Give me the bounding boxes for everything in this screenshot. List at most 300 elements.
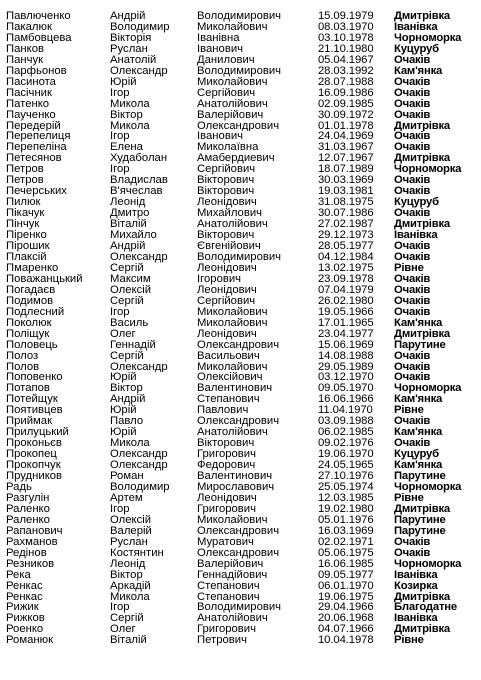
first-name-cell: Артем: [110, 492, 143, 504]
settlement-cell: Чорноморка: [394, 383, 462, 395]
table-row: [0, 110, 478, 121]
first-name-cell: Микола: [110, 591, 150, 603]
first-name-cell: Ігор: [110, 87, 130, 99]
birth-date-cell: 14.08.1988: [318, 350, 374, 362]
last-name-cell: Поколюк: [6, 317, 52, 329]
patronymic-cell: Анатолійович: [197, 219, 268, 231]
last-name-cell: Прилуцький: [6, 427, 69, 439]
settlement-cell: Кам'янка: [394, 394, 443, 406]
first-name-cell: Дмитро: [110, 208, 150, 220]
last-name-cell: Река: [6, 569, 31, 581]
table-row: [0, 493, 478, 504]
birth-date-cell: 29.04.1966: [318, 602, 374, 614]
last-name-cell: Пінчук: [6, 219, 40, 231]
birth-date-cell: 06.02.1985: [318, 427, 374, 439]
first-name-cell: Микола: [110, 120, 150, 132]
birth-date-cell: 06.01.1970: [318, 580, 374, 592]
birth-date-cell: 04.07.1966: [318, 624, 374, 636]
patronymic-cell: Данилович: [197, 54, 255, 66]
last-name-cell: Ренкас: [6, 591, 43, 603]
settlement-cell: Очаків: [394, 208, 431, 220]
last-name-cell: Пмаренко: [6, 262, 59, 274]
birth-date-cell: 03.12.1970: [318, 372, 374, 384]
patronymic-cell: Валерійович: [197, 558, 264, 570]
table-row: [0, 88, 478, 99]
patronymic-cell: Миколаївна: [197, 142, 259, 154]
patronymic-cell: Петрович: [197, 635, 247, 647]
table-row: [0, 372, 478, 383]
last-name-cell: Поповенко: [6, 372, 63, 384]
patronymic-cell: Васильович: [197, 350, 260, 362]
first-name-cell: Ігор: [110, 602, 130, 614]
last-name-cell: Панков: [6, 43, 44, 55]
birth-date-cell: 31.08.1975: [318, 197, 374, 209]
last-name-cell: Прокопец: [6, 449, 57, 461]
roster-body: [0, 11, 478, 646]
birth-date-cell: 15.06.1969: [318, 339, 374, 351]
settlement-cell: Дмитрівка: [394, 328, 451, 340]
patronymic-cell: Олександрович: [197, 339, 280, 351]
last-name-cell: Рахманов: [6, 536, 58, 548]
table-row: [0, 351, 478, 362]
patronymic-cell: Анатолійович: [197, 98, 268, 110]
patronymic-cell: Миколайович: [197, 76, 268, 88]
first-name-cell: Андрій: [110, 394, 146, 406]
patronymic-cell: Мирославович: [197, 481, 275, 493]
table-row: [0, 449, 478, 460]
first-name-cell: Олександр: [110, 65, 168, 77]
patronymic-cell: Сергійович: [197, 87, 256, 99]
settlement-cell: Очаків: [394, 536, 431, 548]
birth-date-cell: 28.07.1988: [318, 76, 374, 88]
patronymic-cell: Степанович: [197, 394, 260, 406]
birth-date-cell: 16.09.1986: [318, 87, 374, 99]
birth-date-cell: 27.10.1976: [318, 471, 374, 482]
last-name-cell: Павлюченко: [6, 11, 71, 22]
last-name-cell: Романюк: [6, 635, 54, 647]
first-name-cell: Олексій: [110, 514, 152, 526]
settlement-cell: Чорноморка: [394, 32, 462, 44]
table-row: [0, 537, 478, 548]
settlement-cell: Очаків: [394, 87, 431, 99]
birth-date-cell: 19.02.1980: [318, 503, 374, 515]
birth-date-cell: 31.03.1967: [318, 142, 374, 154]
birth-date-cell: 09.05.1977: [318, 569, 374, 581]
first-name-cell: Худаболан: [110, 153, 168, 165]
first-name-cell: Сергій: [110, 350, 144, 362]
last-name-cell: Подлесний: [6, 306, 65, 318]
first-name-cell: Віктор: [110, 383, 143, 395]
patronymic-cell: Миколайович: [197, 317, 268, 329]
birth-date-cell: 15.09.1979: [318, 11, 374, 22]
birth-date-cell: 03.10.1978: [318, 32, 374, 44]
patronymic-cell: Вікторович: [197, 438, 255, 450]
table-row: [0, 438, 478, 449]
first-name-cell: Олексій: [110, 284, 152, 296]
first-name-cell: Геннадій: [110, 339, 156, 351]
birth-date-cell: 05.04.1967: [318, 54, 374, 66]
settlement-cell: Очаків: [394, 306, 431, 318]
birth-date-cell: 19.03.1981: [318, 186, 374, 198]
patronymic-cell: Олександрович: [197, 547, 280, 559]
table-row: [0, 175, 478, 186]
patronymic-cell: Григорович: [197, 503, 256, 515]
table-row: [0, 142, 478, 153]
settlement-cell: Дмитрівка: [394, 11, 451, 22]
last-name-cell: Поятивцев: [6, 405, 63, 417]
settlement-cell: Очаків: [394, 109, 431, 121]
first-name-cell: Віктор: [110, 569, 143, 581]
patronymic-cell: Муратович: [197, 536, 254, 548]
first-name-cell: Юрій: [110, 427, 137, 439]
birth-date-cell: 29.05.1989: [318, 361, 374, 373]
table-row: [0, 77, 478, 88]
birth-date-cell: 20.06.1968: [318, 613, 374, 625]
patronymic-cell: Миколайович: [197, 306, 268, 318]
birth-date-cell: 13.02.1975: [318, 262, 374, 274]
patronymic-cell: Іванович: [197, 131, 244, 143]
table-row: [0, 44, 478, 55]
table-row: [0, 340, 478, 351]
first-name-cell: Олег: [110, 624, 136, 636]
settlement-cell: Рівне: [394, 635, 424, 647]
settlement-cell: Козирка: [394, 580, 438, 592]
settlement-cell: Очаків: [394, 295, 431, 307]
patronymic-cell: Іванович: [197, 43, 244, 55]
last-name-cell: Прудников: [6, 471, 63, 482]
settlement-cell: Очаків: [394, 416, 431, 428]
table-row: [0, 635, 478, 646]
settlement-cell: Парутине: [394, 339, 446, 351]
first-name-cell: Павло: [110, 416, 144, 428]
patronymic-cell: Амабердиевич: [197, 153, 275, 165]
table-row: [0, 482, 478, 493]
patronymic-cell: Анатолійович: [197, 613, 268, 625]
first-name-cell: Вікторія: [110, 32, 152, 44]
table-row: [0, 11, 478, 22]
settlement-cell: Чорноморка: [394, 164, 462, 176]
settlement-cell: Дмитрівка: [394, 503, 451, 515]
birth-date-cell: 10.04.1978: [318, 635, 374, 647]
first-name-cell: Роман: [110, 471, 144, 482]
table-row: [0, 581, 478, 592]
first-name-cell: Володимир: [110, 21, 170, 33]
birth-date-cell: 09.02.1976: [318, 438, 374, 450]
birth-date-cell: 05.06.1975: [318, 547, 374, 559]
settlement-cell: Благодатне: [394, 602, 457, 614]
table-row: [0, 471, 478, 482]
last-name-cell: Приймак: [6, 416, 53, 428]
settlement-cell: Парутине: [394, 525, 446, 537]
table-row: [0, 230, 478, 241]
birth-date-cell: 26.02.1980: [318, 295, 374, 307]
last-name-cell: Панчук: [6, 54, 44, 66]
last-name-cell: Подимов: [6, 295, 54, 307]
first-name-cell: Юрій: [110, 76, 137, 88]
first-name-cell: Андрій: [110, 11, 146, 22]
table-row: [0, 197, 478, 208]
table-row: [0, 55, 478, 66]
first-name-cell: Руслан: [110, 43, 148, 55]
settlement-cell: Очаків: [394, 251, 431, 263]
patronymic-cell: Вікторович: [197, 230, 255, 242]
birth-date-cell: 21.10.1980: [318, 43, 374, 55]
patronymic-cell: Михайлович: [197, 208, 263, 220]
table-row: [0, 241, 478, 252]
settlement-cell: Дмитрівка: [394, 624, 451, 636]
birth-date-cell: 19.05.1966: [318, 306, 374, 318]
first-name-cell: Елена: [110, 142, 143, 154]
last-name-cell: Роенко: [6, 624, 44, 636]
last-name-cell: Разгулін: [6, 492, 50, 504]
table-row: [0, 515, 478, 526]
patronymic-cell: Валентинович: [197, 383, 273, 395]
last-name-cell: Печерських: [6, 186, 67, 198]
first-name-cell: Юрій: [110, 405, 137, 417]
patronymic-cell: Сергійович: [197, 295, 256, 307]
first-name-cell: Костянтин: [110, 547, 164, 559]
settlement-cell: Рівне: [394, 262, 424, 274]
settlement-cell: Іванівка: [394, 569, 438, 581]
last-name-cell: Паученко: [6, 109, 56, 121]
patronymic-cell: Олександрович: [197, 416, 280, 428]
settlement-cell: Рівне: [394, 492, 424, 504]
table-row: [0, 22, 478, 33]
first-name-cell: Аркадій: [110, 580, 151, 592]
birth-date-cell: 03.09.1988: [318, 416, 374, 428]
first-name-cell: Ігор: [110, 306, 130, 318]
first-name-cell: Леонід: [110, 558, 146, 570]
settlement-cell: Чорноморка: [394, 481, 462, 493]
first-name-cell: Микола: [110, 98, 150, 110]
first-name-cell: Володимир: [110, 481, 170, 493]
settlement-cell: Кам'янка: [394, 65, 443, 77]
patronymic-cell: Ігорович: [197, 273, 242, 285]
settlement-cell: Іванівка: [394, 613, 438, 625]
first-name-cell: Валерій: [110, 525, 152, 537]
table-row: [0, 274, 478, 285]
settlement-cell: Очаків: [394, 438, 431, 450]
patronymic-cell: Володимирович: [197, 602, 282, 614]
table-row: [0, 99, 478, 110]
settlement-cell: Очаків: [394, 186, 431, 198]
birth-date-cell: 29.12.1973: [318, 230, 374, 242]
settlement-cell: Дмитрівка: [394, 120, 451, 132]
first-name-cell: Ігор: [110, 164, 130, 176]
birth-date-cell: 18.07.1989: [318, 164, 374, 176]
settlement-cell: Кам'янка: [394, 460, 443, 472]
patronymic-cell: Володимирович: [197, 11, 282, 22]
settlement-cell: Очаків: [394, 350, 431, 362]
table-row: [0, 131, 478, 142]
settlement-cell: Очаків: [394, 142, 431, 154]
birth-date-cell: 17.01.1965: [318, 317, 374, 329]
settlement-cell: Очаків: [394, 361, 431, 373]
table-row: [0, 285, 478, 296]
last-name-cell: Полов: [6, 361, 40, 373]
table-row: [0, 296, 478, 307]
last-name-cell: Пірошик: [6, 241, 50, 252]
patronymic-cell: Степанович: [197, 580, 260, 592]
first-name-cell: Василь: [110, 317, 149, 329]
patronymic-cell: Миколайович: [197, 361, 268, 373]
first-name-cell: Олександр: [110, 460, 168, 472]
table-row: [0, 624, 478, 635]
last-name-cell: Петров: [6, 175, 44, 187]
patronymic-cell: Миколайович: [197, 514, 268, 526]
first-name-cell: Руслан: [110, 536, 148, 548]
table-row: [0, 33, 478, 44]
settlement-cell: Очаків: [394, 284, 431, 296]
table-row: [0, 602, 478, 613]
patronymic-cell: Григорович: [197, 449, 256, 461]
birth-date-cell: 28.03.1992: [318, 65, 374, 77]
table-row: [0, 263, 478, 274]
patronymic-cell: Леонідович: [197, 328, 257, 340]
last-name-cell: Раленко: [6, 514, 50, 526]
birth-date-cell: 25.05.1974: [318, 481, 374, 493]
patronymic-cell: Олександрович: [197, 525, 280, 537]
birth-date-cell: 19.06.1970: [318, 449, 374, 461]
settlement-cell: Іванівка: [394, 21, 438, 33]
last-name-cell: Памбовцева: [6, 32, 72, 44]
settlement-cell: Куцуруб: [394, 43, 439, 55]
last-name-cell: Потапов: [6, 383, 50, 395]
patronymic-cell: Євгенійович: [197, 241, 261, 252]
last-name-cell: Пікачук: [6, 208, 45, 220]
patronymic-cell: Леонідович: [197, 284, 257, 296]
table-row: [0, 613, 478, 624]
last-name-cell: Рижик: [6, 602, 39, 614]
last-name-cell: Передерій: [6, 120, 61, 132]
last-name-cell: Пилюк: [6, 197, 41, 209]
last-name-cell: Парфьонов: [6, 65, 67, 77]
birth-date-cell: 30.07.1986: [318, 208, 374, 220]
table-row: [0, 504, 478, 515]
table-row: [0, 362, 478, 373]
birth-date-cell: 11.04.1970: [318, 405, 373, 417]
first-name-cell: В'ячеслав: [110, 186, 163, 198]
table-row: [0, 526, 478, 537]
table-row: [0, 219, 478, 230]
first-name-cell: Михайло: [110, 230, 157, 242]
last-name-cell: Пакалюк: [6, 21, 52, 33]
patronymic-cell: Анатолійович: [197, 427, 268, 439]
last-name-cell: Раленко: [6, 503, 50, 515]
last-name-cell: Плаксій: [6, 251, 47, 263]
last-name-cell: Потейщук: [6, 394, 58, 406]
patronymic-cell: Олексійович: [197, 372, 263, 384]
last-name-cell: Радь: [6, 481, 32, 493]
first-name-cell: Віктор: [110, 109, 143, 121]
settlement-cell: Парутине: [394, 514, 446, 526]
first-name-cell: Андрій: [110, 241, 146, 252]
first-name-cell: Леонід: [110, 197, 146, 209]
patronymic-cell: Миколайович: [197, 21, 268, 33]
first-name-cell: Олександр: [110, 449, 168, 461]
settlement-cell: Дмитрівка: [394, 591, 451, 603]
patronymic-cell: Павлович: [197, 405, 249, 417]
table-row: [0, 66, 478, 77]
birth-date-cell: 08.03.1970: [318, 21, 374, 33]
first-name-cell: Максим: [110, 273, 151, 285]
patronymic-cell: Володимирович: [197, 65, 282, 77]
settlement-cell: Іванівка: [394, 230, 438, 242]
table-row: [0, 329, 478, 340]
last-name-cell: Поліщук: [6, 328, 50, 340]
settlement-cell: Очаків: [394, 131, 431, 143]
patronymic-cell: Олександрович: [197, 120, 280, 132]
table-row: [0, 559, 478, 570]
last-name-cell: Перепеліна: [6, 142, 67, 154]
first-name-cell: Олександр: [110, 361, 168, 373]
last-name-cell: Пасічник: [6, 87, 52, 99]
settlement-cell: Очаків: [394, 76, 431, 88]
last-name-cell: Петесянов: [6, 153, 62, 165]
table-row: [0, 121, 478, 132]
birth-date-cell: 30.03.1969: [318, 175, 374, 187]
patronymic-cell: Вікторович: [197, 175, 255, 187]
last-name-cell: Пасинота: [6, 76, 56, 88]
table-row: [0, 307, 478, 318]
patronymic-cell: Вікторович: [197, 186, 255, 198]
table-row: [0, 592, 478, 603]
settlement-cell: Очаків: [394, 547, 431, 559]
patronymic-cell: Геннадійович: [197, 569, 268, 581]
settlement-cell: Дмитрівка: [394, 153, 451, 165]
last-name-cell: Полоз: [6, 350, 39, 362]
patronymic-cell: Іванівна: [197, 32, 240, 44]
last-name-cell: Прокопчук: [6, 460, 61, 472]
birth-date-cell: 23.09.1978: [318, 273, 374, 285]
birth-date-cell: 12.03.1985: [318, 492, 374, 504]
table-row: [0, 416, 478, 427]
settlement-cell: Очаків: [394, 175, 431, 187]
first-name-cell: Микола: [110, 438, 150, 450]
last-name-cell: Патенко: [6, 98, 50, 110]
birth-date-cell: 24.04.1969: [318, 131, 374, 143]
first-name-cell: Олександр: [110, 251, 168, 263]
first-name-cell: Анатолій: [110, 54, 157, 66]
table-row: [0, 153, 478, 164]
patronymic-cell: Федорович: [197, 460, 256, 472]
last-name-cell: Перепелиця: [6, 131, 71, 143]
settlement-cell: Очаків: [394, 241, 431, 252]
birth-date-cell: 16.03.1969: [318, 525, 374, 537]
first-name-cell: Сергій: [110, 262, 144, 274]
first-name-cell: Віталій: [110, 635, 147, 647]
birth-date-cell: 02.02.1971: [318, 536, 374, 548]
table-row: [0, 427, 478, 438]
last-name-cell: Поважанцький: [6, 273, 83, 285]
table-row: [0, 383, 478, 394]
birth-date-cell: 05.01.1976: [318, 514, 374, 526]
birth-date-cell: 24.05.1965: [318, 460, 374, 472]
settlement-cell: Очаків: [394, 372, 431, 384]
settlement-cell: Очаків: [394, 273, 431, 285]
birth-date-cell: 16.06.1966: [318, 394, 374, 406]
settlement-cell: Чорноморка: [394, 558, 462, 570]
birth-date-cell: 19.06.1975: [318, 591, 374, 603]
patronymic-cell: Леонідович: [197, 197, 257, 209]
birth-date-cell: 28.05.1977: [318, 241, 374, 252]
last-name-cell: Піренко: [6, 230, 47, 242]
table-row: [0, 394, 478, 405]
first-name-cell: Віталій: [110, 219, 147, 231]
patronymic-cell: Валентинович: [197, 471, 273, 482]
last-name-cell: Рапанович: [6, 525, 63, 537]
last-name-cell: Петров: [6, 164, 44, 176]
